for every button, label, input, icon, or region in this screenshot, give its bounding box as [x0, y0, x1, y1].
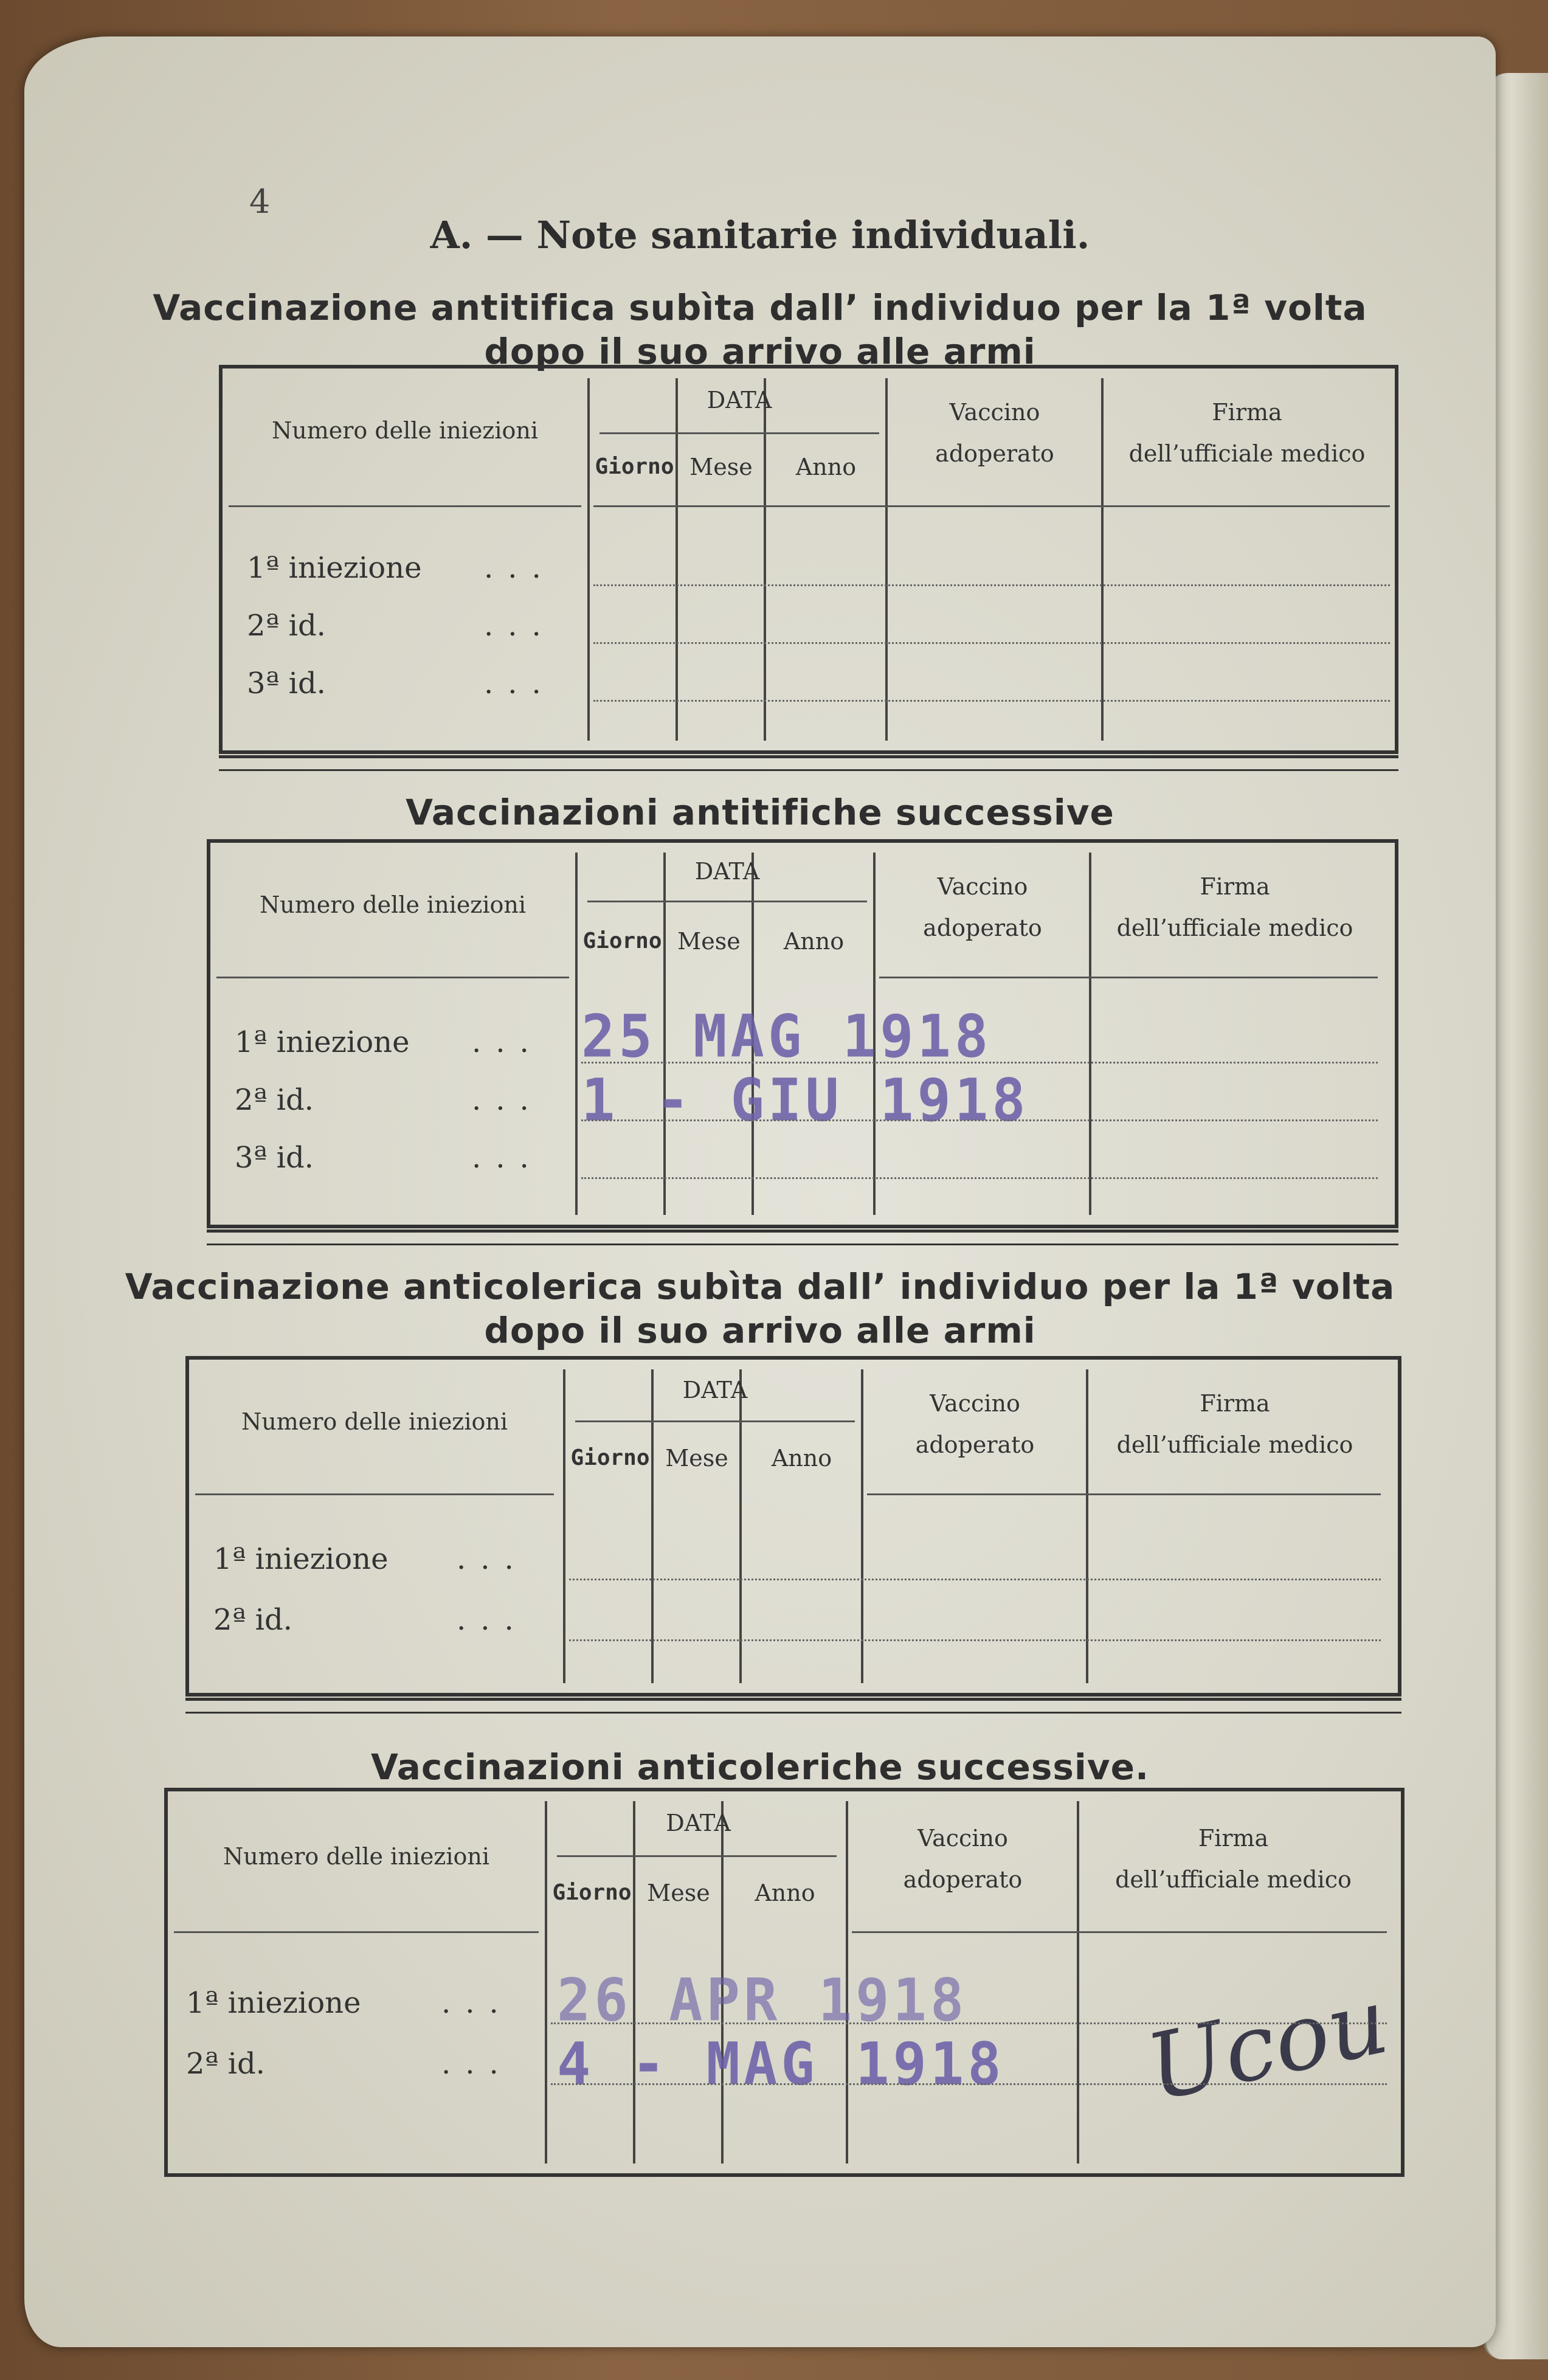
section-3-heading-line1: Vaccinazione anticolerica subìta dall’ individuo per la 1ª volta [125, 1266, 1395, 1307]
header-data: DATA [682, 1377, 748, 1403]
date-stamp: 26 APR 1918 [557, 1966, 968, 2035]
header-mese: Mese [665, 1445, 728, 1472]
row-dots: ... [441, 2047, 513, 2081]
medical-officer-signature: Ucou [1138, 1968, 1397, 2122]
row-dots: ... [484, 609, 556, 643]
date-stamp: 1 - GIU 1918 [581, 1066, 1029, 1135]
header-numero: Numero delle iniezioni [241, 1408, 508, 1435]
section-3-heading-line2: dopo il suo arrivo alle armi [484, 1310, 1036, 1351]
header-anno: Anno [795, 454, 857, 480]
row-label: 2ª id. [186, 2047, 265, 2081]
row-label: 1ª iniezione [247, 551, 422, 585]
header-vaccino: Vaccino [917, 1825, 1008, 1852]
row-label: 1ª iniezione [213, 1542, 389, 1576]
header-firma-ufficiale: dell’ufficiale medico [1116, 915, 1353, 941]
row-label: 3ª id. [235, 1141, 314, 1175]
table-antitifica-prima [219, 365, 1398, 754]
header-firma: Firma [1200, 1390, 1270, 1417]
row-dots: ... [472, 1141, 544, 1175]
row-dots: ... [484, 666, 556, 701]
row-dots: ... [472, 1025, 544, 1059]
header-mese: Mese [677, 928, 741, 955]
section-1-heading-line1: Vaccinazione antitifica subìta dall’ individuo per la 1ª volta [153, 287, 1367, 328]
header-anno: Anno [771, 1445, 832, 1472]
booklet-page [24, 36, 1496, 2347]
section-1-heading-line2: dopo il suo arrivo alle armi [484, 331, 1036, 372]
header-adoperato: adoperato [935, 440, 1054, 467]
table-anticolerica-successive [164, 1788, 1405, 2177]
header-giorno: Giorno [582, 929, 662, 953]
header-anno: Anno [783, 928, 845, 955]
page-number: 4 [249, 182, 271, 221]
date-stamp: 25 MAG 1918 [581, 1002, 992, 1071]
row-label: 3ª id. [247, 666, 326, 701]
header-firma: Firma [1200, 873, 1270, 900]
row-dots: ... [484, 551, 556, 585]
header-vaccino: Vaccino [937, 873, 1028, 900]
row-label: 2ª id. [213, 1603, 292, 1637]
header-adoperato: adoperato [903, 1866, 1023, 1893]
row-dots: ... [457, 1603, 528, 1637]
header-giorno: Giorno [595, 454, 674, 479]
header-mese: Mese [689, 454, 753, 480]
page-title: A. — Note sanitarie individuali. [430, 213, 1090, 257]
header-giorno: Giorno [570, 1445, 650, 1470]
date-stamp: 4 - MAG 1918 [557, 2030, 1005, 2098]
header-numero: Numero delle iniezioni [271, 417, 538, 444]
header-firma: Firma [1212, 399, 1282, 426]
header-adoperato: adoperato [923, 915, 1042, 941]
table-antitifica-successive [207, 839, 1398, 1228]
header-data: DATA [694, 858, 760, 885]
table-anticolerica-prima [185, 1356, 1401, 1697]
row-label: 2ª id. [247, 609, 326, 643]
header-data: DATA [666, 1810, 731, 1836]
row-label: 1ª iniezione [186, 1986, 361, 2020]
row-dots: ... [441, 1986, 513, 2020]
header-data: DATA [707, 387, 772, 413]
header-mese: Mese [647, 1880, 710, 1906]
row-dots: ... [457, 1542, 528, 1576]
header-firma-ufficiale: dell’ufficiale medico [1128, 440, 1366, 467]
header-firma-ufficiale: dell’ufficiale medico [1116, 1431, 1353, 1458]
row-label: 2ª id. [235, 1083, 314, 1117]
header-firma-ufficiale: dell’ufficiale medico [1115, 1866, 1352, 1893]
header-numero: Numero delle iniezioni [223, 1843, 489, 1870]
section-2-heading: Vaccinazioni antitifiche successive [406, 792, 1114, 833]
row-dots: ... [472, 1083, 544, 1117]
header-anno: Anno [755, 1880, 815, 1906]
row-label: 1ª iniezione [235, 1025, 410, 1059]
header-adoperato: adoperato [915, 1431, 1035, 1458]
header-vaccino: Vaccino [949, 399, 1040, 426]
header-numero: Numero delle iniezioni [259, 891, 526, 918]
header-vaccino: Vaccino [930, 1390, 1020, 1417]
header-firma: Firma [1198, 1825, 1269, 1852]
section-4-heading: Vaccinazioni anticoleriche successive. [371, 1746, 1149, 1788]
header-giorno: Giorno [552, 1880, 632, 1905]
